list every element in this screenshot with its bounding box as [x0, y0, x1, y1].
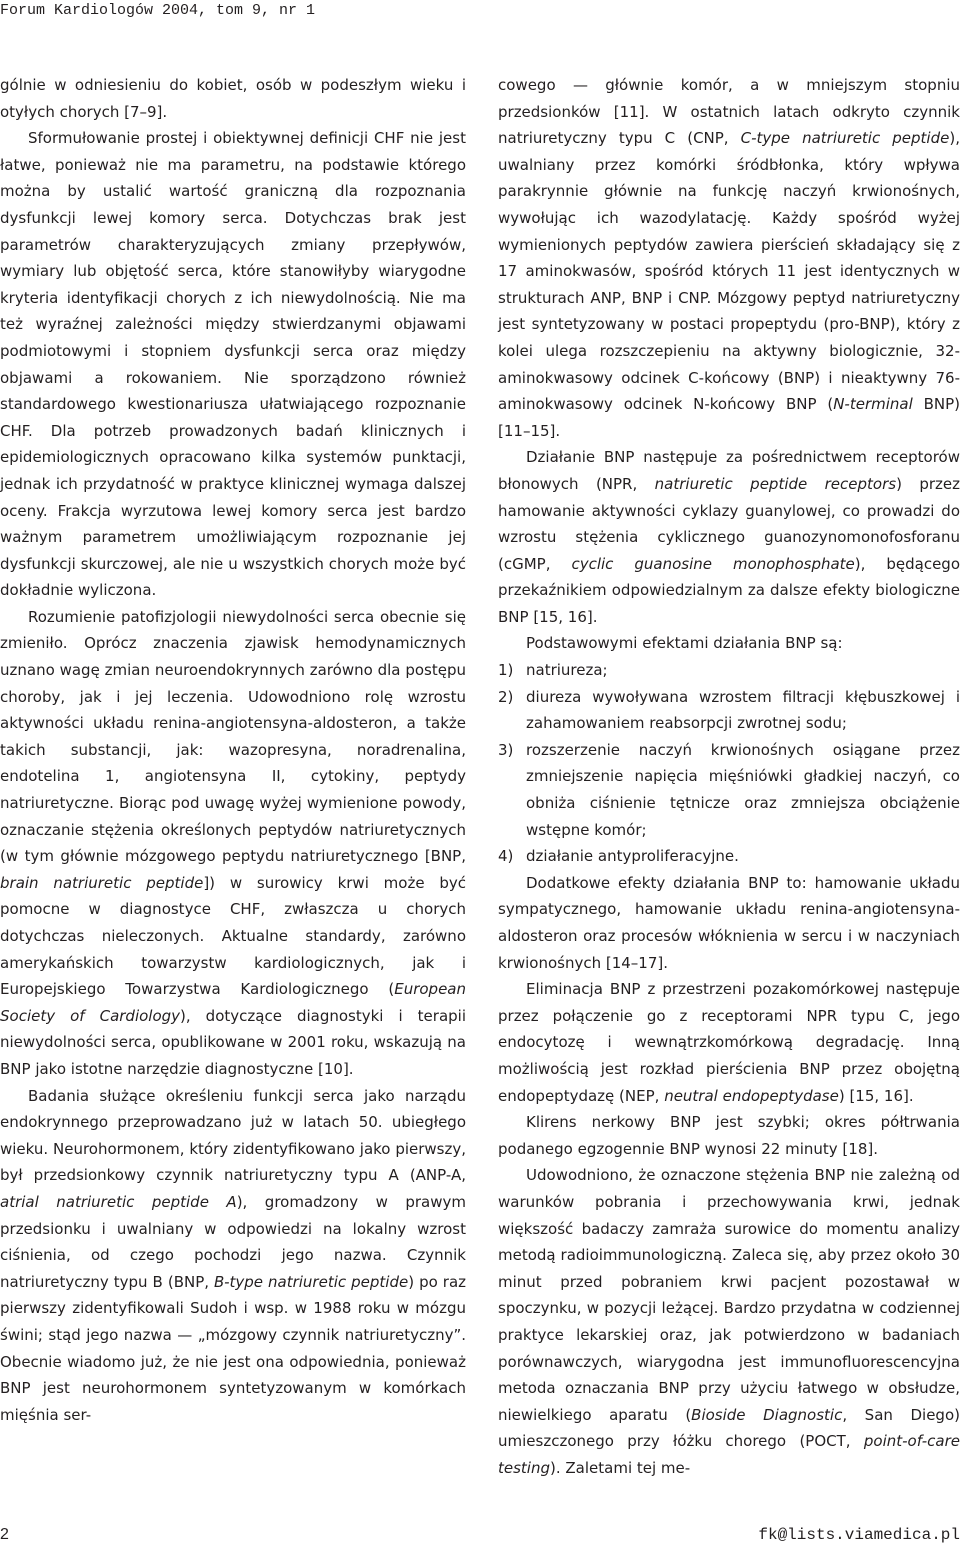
italic-term: atrial natriuretic peptide A: [0, 1192, 237, 1211]
footer-email: fk@lists.viamedica.pl: [758, 1526, 960, 1544]
paragraph: Sformułowanie prostej i obiektywnej definicji CHF nie jest łatwe, ponieważ nie ma parametru, na podstawie którego można by ustalić wartość graniczną dla rozpoznania dysfunkcji lewej komory serca. Dotychczas brak jest parametrów charakteryzujących zmiany przepływów, wymiary lub objętość serca, które stanowiłyby wiarygodne kryteria identyfikacji chorych z ich niewydolnością. Nie ma też wyraźnej zależności między stwierdzanymi objawami podmiotowymi i stopniem dysfunkcji serca oraz między objawami a rokowaniem. Nie sporządzono również standardowego kwestionariusza ułatwiającego rozpoznanie CHF. Dla potrzeb prowadzonych badań klinicznych i epidemiologicznych opracowano kilka systemów punktacji, jednak ich przydatność w praktyce klinicznej wymaga dalszej oceny. Frakcja wyrzutowa lewej komory serca jest bardzo ważnym parametrem umożliwiającym rozpoznanie jej dysfunkcji skurczowej, ale nie u wszystkich chorych może być dokładnie wyliczona.: [0, 129, 466, 600]
column-right: [498, 72, 960, 1481]
list-item: 1) natriureza;: [498, 661, 608, 680]
italic-term: Bioside Diagnostic: [691, 1405, 843, 1424]
italic-term: cyclic guanosine monophosphate: [571, 554, 855, 573]
italic-term: B-type natriuretic peptide: [214, 1272, 409, 1291]
list-item: 2) diureza wywoływana wzrostem filtracji kłębuszkowej i zahamowaniem reabsorpcji zwrotnej sodu;: [498, 687, 960, 733]
list-item: 4) działanie antyproliferacyjne.: [498, 847, 739, 866]
paragraph: gólnie w odniesieniu do kobiet, osób w podeszłym wieku i otyłych chorych [7–9].: [0, 76, 466, 121]
paragraph: Badania służące określeniu funkcji serca jako narządu endokrynnego przeprowadzano już w latach 50. ubiegłego wieku. Neurohormonem, który zidentyfikowano jako pierwszy, był przedsionkowy czynnik natriuretyczny typu A (ANP-A, atrial natriuretic peptide A), gromadzony w prawym przedsionku i uwalniany w odpowiedzi na lokalny wzrost ciśnienia, od czego pochodzi jego nazwa. Czynnik natriuretyczny typu B (BNP, B-type natriuretic peptide) po raz pierwszy zidentyfikowali Sudoh i wsp. w 1988 roku w mózgu świni; stąd jego nazwa — „mózgowy czynnik natriuretyczny”. Obecnie wiadomo już, że nie jest ona odpowiednia, ponieważ BNP jest neurohormonem syntetyzowanym w komórkach mięśnia ser-: [0, 1086, 467, 1424]
italic-term: C-type natriuretic peptide: [740, 129, 950, 148]
italic-term: N-terminal: [833, 395, 913, 414]
paragraph: Klirens nerkowy BNP jest szybki; okres półtrwania podanego egzogennie BNP wynosi 22 minuty [18].: [498, 1113, 960, 1158]
italic-term: neutral endopeptydase: [664, 1086, 839, 1105]
paragraph: Podstawowymi efektami działania BNP są:: [526, 634, 843, 653]
column-left: [0, 72, 466, 1428]
italic-term: point-of-care testing: [498, 1432, 960, 1477]
paragraph: Działanie BNP następuje za pośrednictwem receptorów błonowych (NPR, natriuretic peptide receptors) przez hamowanie aktywności cyklazy guanylowej, co prowadzi do wzrostu stężenia cyklicznego guanozynomonofosforanu (cGMP, cyclic guanosine monophosphate), będącego przekaźnikiem odpowiedzialnym za dalsze efekty biologiczne BNP [15, 16].: [498, 448, 960, 626]
paragraph: Rozumienie patofizjologii niewydolności serca obecnie się zmieniło. Oprócz znaczenia zjawisk hemodynamicznych uznano wagę zmian neuroendokrynnych zarówno dla postępu choroby, jak i jej leczenia. Udowodniono rolę wzrostu aktywności układu renina-angiotensyna-aldosteron, a także takich substancji, jak: wazopresyna, noradrenalina, endotelina 1, angiotensyna II, cytokiny, peptydy natriuretyczne. Biorąc pod uwagę wyżej wymienione powody, oznaczanie stężenia określonych peptydów natriuretycznych (w tym głównie mózgowego peptydu natriuretycznego [BNP, brain natriuretic peptide]) w surowicy krwi może być pomocne w diagnostyce CHF, zwłaszcza u chorych dotychczas nieleczonych. Aktualne standardy, zarówno amerykańskich towarzystw kardiologicznych, jak i Europejskiego Towarzystwa Kardiologicznego (European Society of Cardiology), dotyczące diagnostyki i terapii niewydolności serca, opublikowane w 2001 roku, wskazują na BNP jako istotne narzędzie diagnostyczne [10].: [0, 607, 466, 1078]
paragraph: Eliminacja BNP z przestrzeni pozakomórkowej następuje przez połączenie go z receptorami NPR typu C, jego endocytozę i wewnątrzkomórkową degradację. Inną możliwością jest rozkład pierścienia BNP przez obojętną endopeptydazę (NEP, neutral endopeptydase) [15, 16].: [498, 980, 960, 1105]
page-number: 2: [0, 1526, 9, 1543]
italic-term: natriuretic peptide receptors: [654, 474, 897, 493]
list-item: 3) rozszerzenie naczyń krwionośnych osiągane przez zmniejszenie napięcia mięśniówki gładkiej naczyń, co obniża ciśnienie tętnicze oraz zmniejsza obciążenie wstępne komór;: [498, 740, 960, 839]
italic-term: brain natriuretic peptide: [0, 873, 204, 892]
running-head: Forum Kardiologów 2004, tom 9, nr 1: [0, 2, 316, 19]
italic-term: European Society of Cardiology: [0, 980, 466, 1025]
paragraph: Dodatkowe efekty działania BNP to: hamowanie układu sympatycznego, hamowanie układu renina-angiotensyna-aldosteron oraz procesów włóknienia w sercu i w naczyniach krwionośnych [14–17].: [498, 873, 960, 972]
paragraph: cowego — głównie komór, a w mniejszym stopniu przedsionków [11]. W ostatnich latach odkryto czynnik natriuretyczny typu C (CNP, C-type natriuretic peptide), uwalniany przez komórki śródbłonka, który wpływa parakrynnie głównie na funkcję naczyń krwionośnych, wywołując ich wazodylatację. Każdy spośród wyżej wymienionych peptydów zawiera pierścień składający się z 17 aminokwasów, spośród których 11 jest identycznych w strukturach ANP, BNP i CNP. Mózgowy peptyd natriuretyczny jest syntetyzowany w postaci propeptydu (pro-BNP), który z kolei ulega rozszczepieniu na aktywny biologicznie, 32-aminokwasowy odcinek C-końcowy (BNP) i nieaktywny 76-aminokwasowy odcinek N-końcowy BNP (N-terminal BNP) [11–15].: [498, 76, 960, 440]
paragraph: Udowodniono, że oznaczone stężenia BNP nie zależną od warunków pobrania i przechowywania krwi, jednak większość badaczy zamraża surowice do momentu analizy metodą radioimmunologiczną. Zaleca się, aby przez około 30 minut przed pobraniem krwi pacjent pozostawał w spoczynku, w pozycji leżącej. Bardzo przydatna w codziennej praktyce lekarskiej oraz, jak potwierdzono w badaniach porównawczych, wiarygodna jest immunofluorescencyjna metoda oznaczania BNP przy użyciu łatwego w obsłudze, niewielkiego aparatu (Bioside Diagnostic, San Diego) umieszczonego przy łóżku chorego (POCT, point-of-care testing). Zaletami tej me-: [498, 1166, 960, 1477]
effects-list: [498, 657, 960, 870]
